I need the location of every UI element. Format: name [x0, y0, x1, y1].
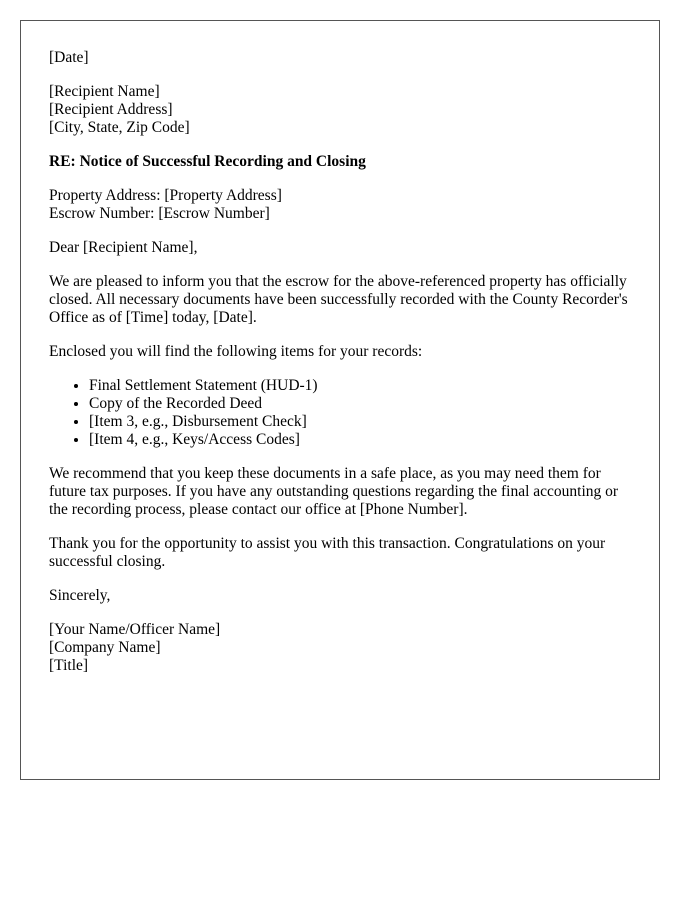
date-line	[49, 49, 631, 67]
property-info-block	[49, 187, 631, 223]
salutation: Dear [Recipient Name],	[49, 239, 198, 256]
recipient-address: [Recipient Address]	[49, 101, 173, 118]
enclosed-lead-paragraph: Enclosed you will find the following items for your records:	[49, 343, 423, 360]
date-text: [Date]	[49, 49, 89, 66]
closing-line: Sincerely,	[49, 587, 111, 604]
recipient-name: [Recipient Name]	[49, 83, 160, 100]
list-item: • [Item 3, e.g., Disbursement Check]	[89, 413, 631, 431]
signer-name: [Your Name/Officer Name]	[49, 621, 221, 638]
thanks-paragraph: Thank you for the opportunity to assist you with this transaction. Congratulations on your successful closing.	[49, 535, 606, 570]
list-item: • [Item 4, e.g., Keys/Access Codes]	[89, 431, 631, 449]
intro-paragraph: We are pleased to inform you that the escrow for the above-referenced property has officially closed. All necessary documents have been successfully recorded with the County Recorder's Office as of [Time] today, [Date].	[49, 273, 628, 326]
recipient-city-state-zip: [City, State, Zip Code]	[49, 119, 190, 136]
recommendation-paragraph: We recommend that you keep these documents in a safe place, as you may need them for future tax purposes. If you have any outstanding questions regarding the final accounting or the recording process, please contact our office at [Phone Number].	[49, 465, 619, 518]
list-item: • Copy of the Recorded Deed	[89, 395, 631, 413]
enclosures-list	[49, 377, 631, 449]
signer-title: [Title]	[49, 657, 89, 674]
signature-block	[49, 621, 631, 675]
escrow-number-line: Escrow Number: [Escrow Number]	[49, 205, 270, 222]
property-address-line: Property Address: [Property Address]	[49, 187, 282, 204]
signer-company: [Company Name]	[49, 639, 161, 656]
list-item: • Final Settlement Statement (HUD-1)	[89, 377, 631, 395]
letter-page	[20, 20, 660, 780]
subject-line: RE: Notice of Successful Recording and Closing	[49, 153, 366, 170]
recipient-address-block	[49, 83, 631, 137]
